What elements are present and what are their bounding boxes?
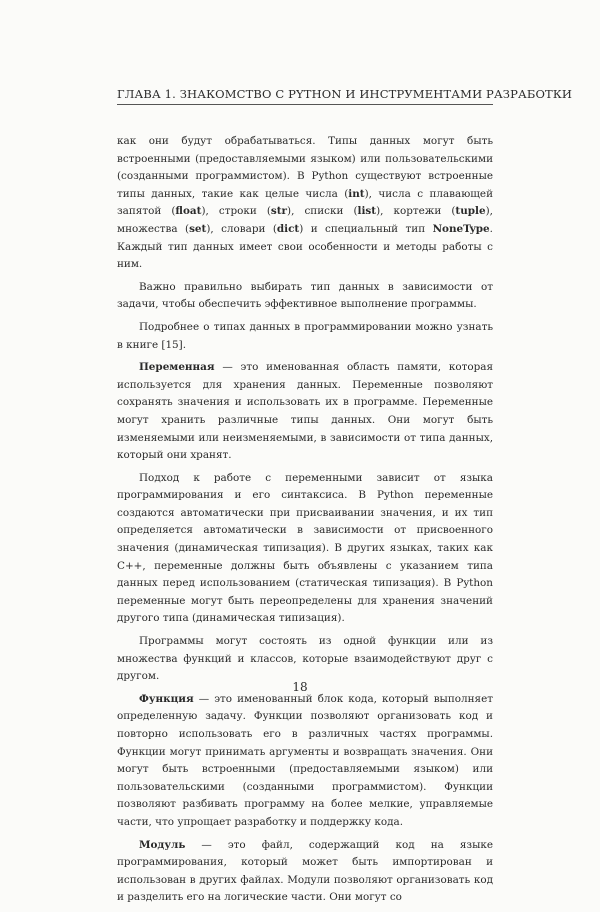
paragraph-typing: Подход к работе с переменными зависит от языка программирования и его синтаксиса. В Python переменные создаются автоматически при присваивании значения, и их тип определяется автоматически в зависимости от присвоенного значения (динамическая типизация). В других языках, таких как C++, переменные должны быть объявлены с указанием типа данных перед использованием (статическая типизация). В Python переменные могут быть переопределены для хранения значений другого типа (динамическая типизация). [117,471,493,625]
paragraph-variable: Переменная — это именованная область памяти, которая используется для хранения данных. Переменные позволяют сохранять значения и использовать их в программе. Переменные могут хранить различные типы данных. Они могут быть изменяемыми или неизменяемыми, в зависимости от типа данных, который они хранят. [117,361,493,462]
page-number: 18 [292,680,308,694]
term-nonetype: NoneType [432,222,490,235]
paragraph-data-types: как они будут обрабатываться. Типы данных могут быть встроенными (предоставляемыми языком) или пользовательскими (созданными программистом). В Python существуют встроенные типы данных, такие как целые числа (int), числа с плавающей запятой (float), строки (str), списки (list), кортежи (tuple), множества (set), словари (dict) и специальный тип NoneType. Каждый тип данных имеет свои особенности и методы работы с ним. [117,135,493,271]
running-head: ГЛАВА 1. ЗНАКОМСТВО С PYTHON И ИНСТРУМЕНТАМИ РАЗРАБОТКИ [117,87,573,101]
paragraph-program-structure: Программы могут состоять из одной функции или из множества функций и классов, которые взаимодействуют друг с другом. [117,635,493,683]
term-float: float [175,205,202,218]
term-str: str [270,205,288,218]
term-dict: dict [276,222,300,235]
paragraph-choose-type: Важно правильно выбирать тип данных в зависимости от задачи, чтобы обеспечить эффективное выполнение программы. [117,280,493,311]
term-set: set [189,222,207,235]
term-module: Модуль [139,838,186,851]
paragraph-module: Модуль — это файл, содержащий код на языке программирования, который может быть импортирован и использован в других файлах. Модули позволяют организовать код и разделить его на логические части. Они могут со [117,838,493,904]
paragraph-reference: Подробнее о типах данных в программировании можно узнать в книге [15]. [117,320,493,351]
body-text [117,133,493,912]
term-int: int [348,187,365,200]
header-rule [117,104,493,105]
term-function: Функция [139,692,194,705]
paragraph-function: Функция — это именованный блок кода, который выполняет определенную задачу. Функции позволяют организовать код и повторно использовать его в различных частях программы. Функции могут принимать аргументы и возвращать значения. Они могут быть встроенными (предоставляемыми языком) или пользовательскими (созданными программистом). Функции позволяют разбивать программу на более мелкие, управляемые части, что упрощает разработку и поддержку кода. [117,692,493,828]
term-tuple: tuple [455,205,486,218]
term-list: list [357,205,377,218]
term-variable: Переменная [139,361,215,374]
